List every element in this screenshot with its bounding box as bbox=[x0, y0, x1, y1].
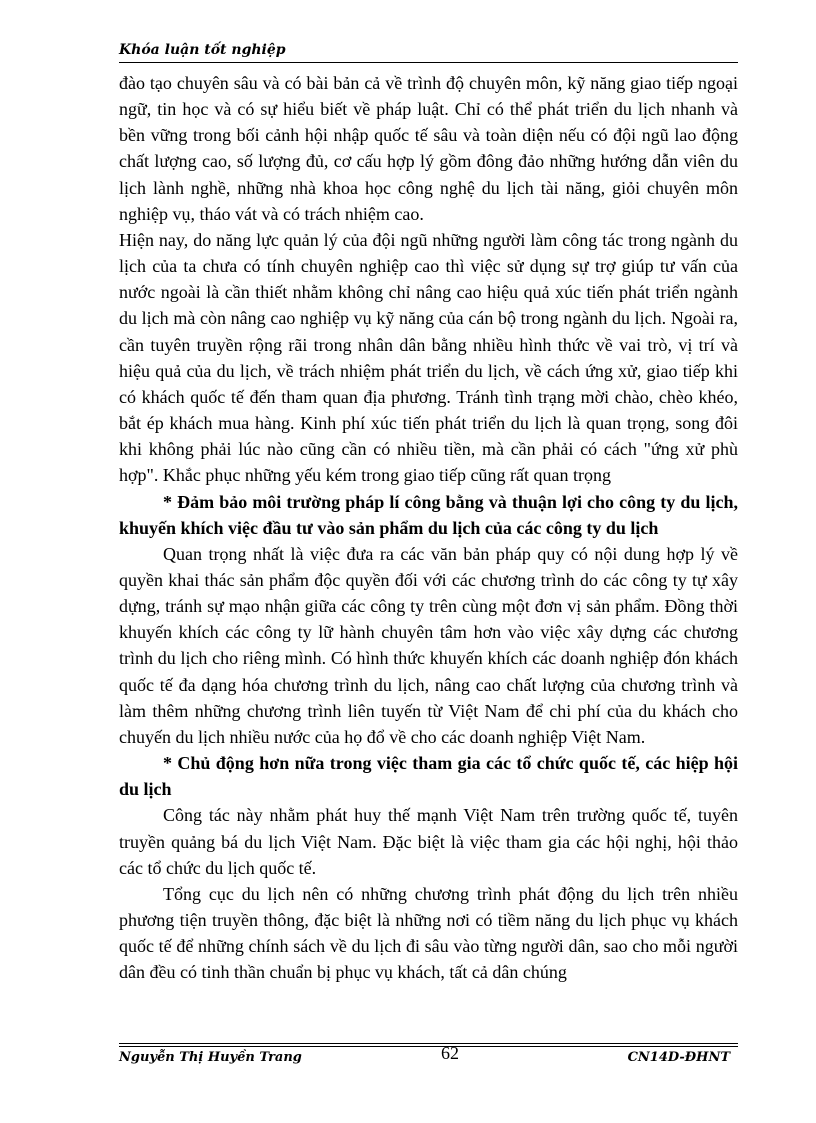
footer-divider bbox=[119, 1043, 738, 1044]
footer-author: Nguyễn Thị Huyền Trang bbox=[119, 1050, 302, 1065]
header-title: Khóa luận tốt nghiệp bbox=[119, 42, 286, 58]
paragraph: Hiện nay, do năng lực quản lý của đội ngũ những người làm công tác trong ngành du lịch của ta chưa có tính chuyên nghiệp cao thì việc sử dụng sự trợ giúp tư vấn của nước ngoài là cần thiết nhằm không chỉ nâng cao hiệu quả xúc tiến phát triển ngành du lịch mà còn nâng cao nghiệp vụ kỹ năng của cán bộ trong ngành du lịch. Ngoài ra, cần tuyên truyền rộng rãi trong nhân dân bằng nhiều hình thức về vai trò, vị trí và hiệu quả của du lịch, về trách nhiệm phát triển du lịch, về cách ứng xử, giao tiếp khi có khách quốc tế đến tham quan địa phương. Tránh tình trạng mời chào, chèo khéo, bắt ép khách mua hàng. Kinh phí xúc tiến phát triển du lịch là quan trọng, song đôi khi không phải lúc nào cũng cần có nhiều tiền, mà cần phải có cách "ứng xử phù hợp". Khắc phục những yếu kém trong giao tiếp cũng rất quan trọng bbox=[119, 229, 738, 486]
paragraph: Quan trọng nhất là việc đưa ra các văn bản pháp quy có nội dung hợp lý về quyền khai thác sản phẩm độc quyền đối với các chương trình do các công ty tự xây dựng, tránh sự mạo nhận giữa các công ty trên cùng một đơn vị sản phẩm. Đồng thời khuyến khích các công ty lữ hành chuyên tâm hơn vào việc xây dựng các chương trình du lịch cho riêng mình. Có hình thức khuyến khích các doanh nghiệp đón khách quốc tế đa dạng hóa chương trình du lịch, nâng cao chất lượng của chương trình và làm thêm những chương trình liên tuyến từ Việt Nam để chi phí của du khách cho chuyến du lịch nhiều nước của họ đổ về cho các doanh nghiệp Việt Nam. bbox=[119, 543, 738, 747]
paragraph: Công tác này nhằm phát huy thế mạnh Việt Nam trên trường quốc tế, tuyên truyền quảng bá du lịch Việt Nam. Đặc biệt là việc tham gia các hội nghị, hội thảo các tổ chức du lịch quốc tế. bbox=[119, 805, 738, 878]
section-heading: * Đảm bảo môi trường pháp lí công bằng và thuận lợi cho công ty du lịch, khuyến khích việc đầu tư vào sản phẩm du lịch của các công ty du lịch bbox=[119, 491, 738, 538]
footer-class-code: CN14D-ĐHNT bbox=[627, 1050, 730, 1065]
body-text bbox=[119, 70, 738, 985]
footer-divider bbox=[119, 1046, 738, 1047]
paragraph: đào tạo chuyên sâu và có bài bản cả về trình độ chuyên môn, kỹ năng giao tiếp ngoại ngữ, tin học và có sự hiểu biết về pháp luật. Chỉ có thể phát triển du lịch nhanh và bền vững trong bối cảnh hội nhập quốc tế sâu và toàn diện nếu có đội ngũ lao động chất lượng cao, số lượng đủ, cơ cấu hợp lý gồm đông đảo những hướng dẫn viên du lịch lành nghề, những nhà khoa học công nghệ du lịch tài năng, giỏi chuyên môn nghiệp vụ, tháo vát và có trách nhiệm cao. bbox=[119, 73, 738, 224]
section-heading: * Chủ động hơn nữa trong việc tham gia các tổ chức quốc tế, các hiệp hội du lịch bbox=[119, 753, 738, 800]
header-divider bbox=[119, 62, 738, 63]
page-number: 62 bbox=[441, 1043, 459, 1063]
paragraph: Tổng cục du lịch nên có những chương trình phát động du lịch trên nhiều phương tiện truyền thông, đặc biệt là những nơi có tiềm năng du lịch phục vụ khách quốc tế để những chính sách về du lịch đi sâu vào từng người dân, sao cho mỗi người dân đều có tinh thần chuẩn bị phục vụ khách, tất cả dân chúng bbox=[119, 883, 738, 983]
